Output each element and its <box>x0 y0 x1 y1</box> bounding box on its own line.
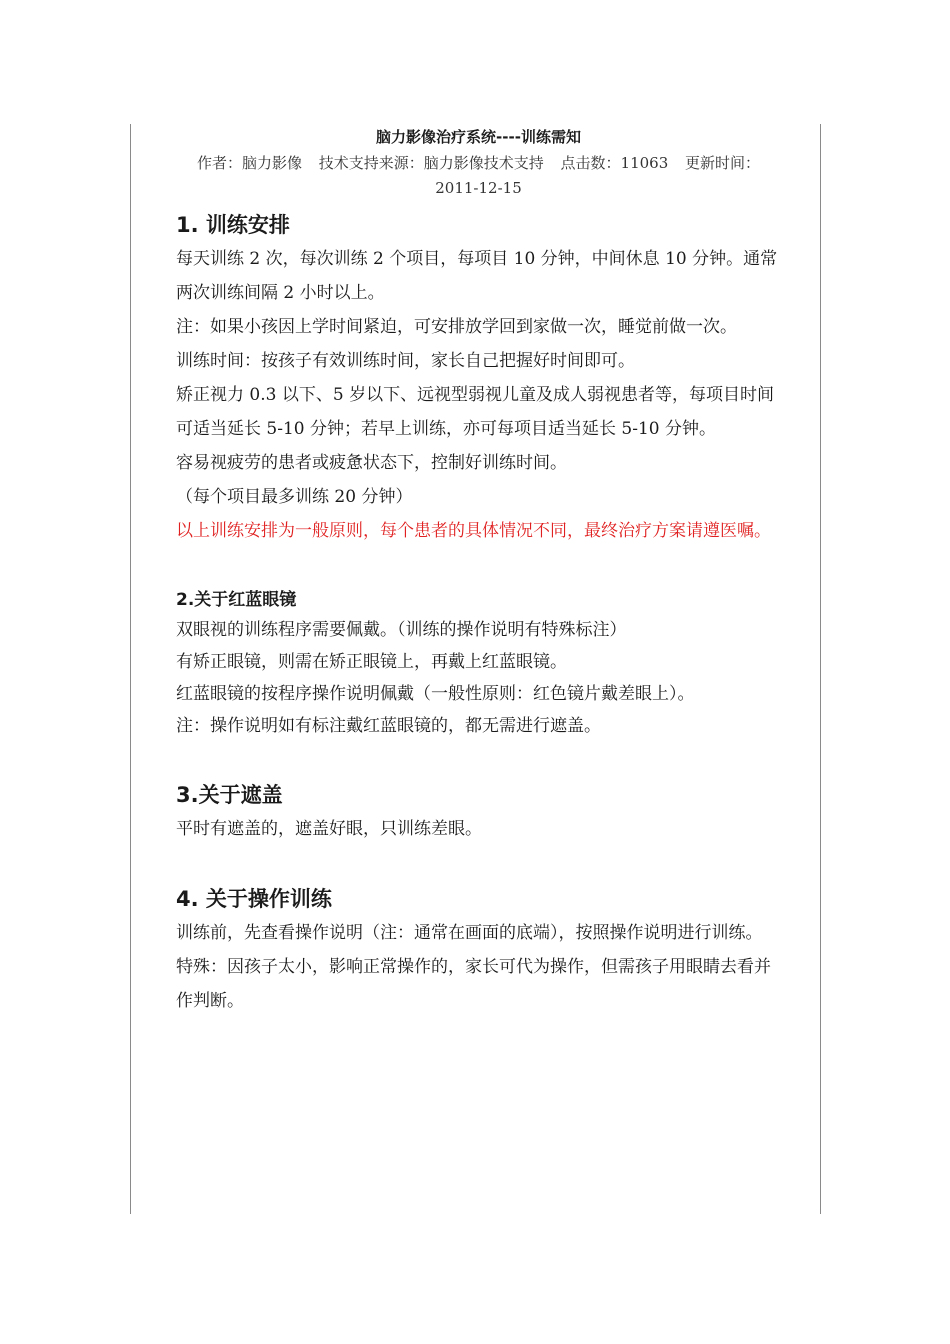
meta-clicks: 点击数：11063 <box>560 154 669 172</box>
meta-updated: 更新时间： <box>685 154 761 172</box>
document-meta <box>166 150 791 176</box>
paragraph: 双眼视的训练程序需要佩戴。（训练的操作说明有特殊标注） <box>176 620 627 640</box>
document-title: 脑力影像治疗系统----训练需知 <box>376 128 581 146</box>
paragraph: 训练时间：按孩子有效训练时间，家长自己把握好时间即可。 <box>176 351 635 371</box>
section-occlusion <box>176 778 781 846</box>
paragraph: 平时有遮盖的，遮盖好眼，只训练差眼。 <box>176 819 482 839</box>
right-margin-rule <box>820 124 821 1214</box>
section-heading-4: 4. 关于操作训练 <box>176 887 332 911</box>
paragraph: 容易视疲劳的患者或疲惫状态下，控制好训练时间。 <box>176 453 567 473</box>
meta-author: 作者：脑力影像 <box>196 154 302 172</box>
paragraph: 训练前，先查看操作说明（注：通常在画面的底端），按照操作说明进行训练。 <box>176 923 763 943</box>
paragraph: （每个项目最多训练 20 分钟） <box>176 487 413 507</box>
meta-date: 2011-12-15 <box>435 179 522 197</box>
warning-paragraph: 以上训练安排为一般原则，每个患者的具体情况不同，最终治疗方案请遵医嘱。 <box>176 521 771 541</box>
paragraph: 注：操作说明如有标注戴红蓝眼镜的，都无需进行遮盖。 <box>176 716 601 736</box>
paragraph: 矫正视力 0.3 以下、5 岁以下、远视型弱视儿童及成人弱视患者等，每项目时间可适当延长 5-10 分钟；若早上训练，亦可每项目适当延长 5-10 分钟。 <box>176 385 775 439</box>
section-heading-2: 2.关于红蓝眼镜 <box>176 590 297 610</box>
section-operation-training <box>176 882 781 1018</box>
paragraph: 注：如果小孩因上学时间紧迫，可安排放学回到家做一次，睡觉前做一次。 <box>176 317 737 337</box>
section-red-blue-glasses <box>176 586 781 742</box>
section-training-schedule <box>176 208 781 548</box>
paragraph: 有矫正眼镜，则需在矫正眼镜上，再戴上红蓝眼镜。 <box>176 652 567 672</box>
section-heading-1: 1. 训练安排 <box>176 213 290 237</box>
meta-support: 技术支持来源：脑力影像技术支持 <box>318 154 544 172</box>
paragraph: 每天训练 2 次，每次训练 2 个项目，每项目 10 分钟，中间休息 10 分钟。通常两次训练间隔 2 小时以上。 <box>176 249 778 303</box>
document-page <box>176 124 781 1018</box>
paragraph: 特殊：因孩子太小，影响正常操作的，家长可代为操作，但需孩子用眼睛去看并作判断。 <box>176 957 771 1011</box>
section-heading-3: 3.关于遮盖 <box>176 783 283 807</box>
left-margin-rule <box>130 124 131 1214</box>
paragraph: 红蓝眼镜的按程序操作说明佩戴（一般性原则：红色镜片戴差眼上）。 <box>176 684 695 704</box>
